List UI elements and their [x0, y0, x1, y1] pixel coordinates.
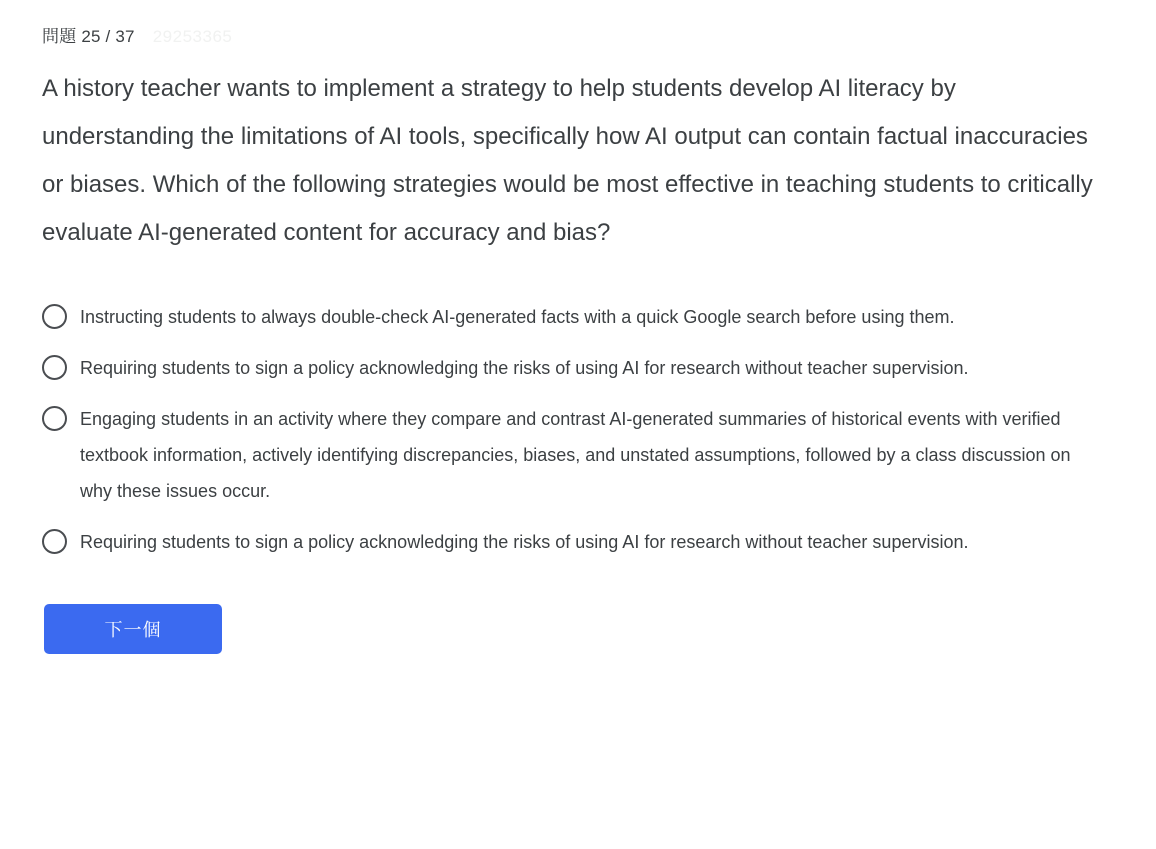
option-4[interactable]	[42, 524, 1116, 560]
session-id: 29253365	[152, 27, 233, 46]
options-list	[42, 299, 1116, 560]
radio-button-icon[interactable]	[42, 529, 67, 554]
option-1-label: Instructing students to always double-check AI-generated facts with a quick Google search before using them.	[80, 307, 955, 327]
option-3-label: Engaging students in an activity where they compare and contrast AI-generated summaries of historical events with verified textbook information, actively identifying discrepancies, biases, and unstated assumptions, followed by a class discussion on why these issues occur.	[80, 409, 1071, 501]
option-1[interactable]	[42, 299, 1116, 335]
radio-button-icon[interactable]	[42, 304, 67, 329]
option-3[interactable]	[42, 401, 1116, 509]
option-2[interactable]	[42, 350, 1116, 386]
radio-button-icon[interactable]	[42, 406, 67, 431]
option-4-label: Requiring students to sign a policy acknowledging the risks of using AI for research without teacher supervision.	[80, 532, 969, 552]
question-counter: 問題 25 / 37	[42, 27, 135, 46]
question-header	[42, 22, 1116, 47]
next-button[interactable]: 下一個	[44, 604, 222, 654]
option-2-label: Requiring students to sign a policy acknowledging the risks of using AI for research without teacher supervision.	[80, 358, 969, 378]
question-text: A history teacher wants to implement a strategy to help students develop AI literacy by understanding the limitations of AI tools, specifically how AI output can contain factual inaccuracies or biases. Which of the following strategies would be most effective in teaching students to critically evaluate AI-generated content for accuracy and bias?	[42, 75, 1093, 246]
radio-button-icon[interactable]	[42, 355, 67, 380]
